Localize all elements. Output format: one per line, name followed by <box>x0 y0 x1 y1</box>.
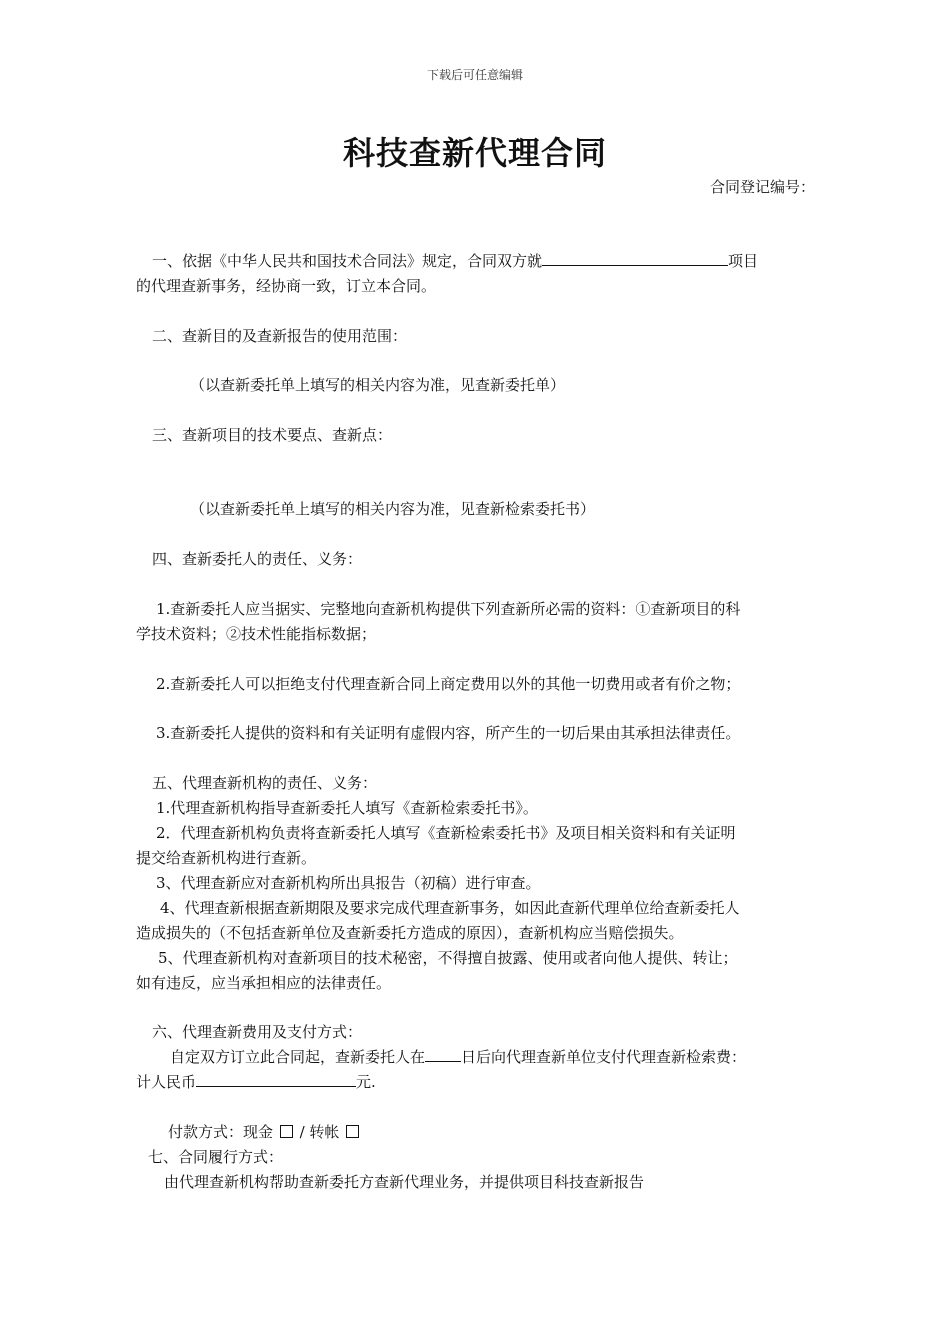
payment-method-label: 付款方式：现金 <box>168 1123 274 1141</box>
section-4-item-1-line-2: 学技术资料；②技术性能指标数据； <box>136 625 377 643</box>
section-6-text-c: 计人民币 <box>136 1073 197 1091</box>
section-3-heading: 三、查新项目的技术要点、查新点： <box>152 426 393 444</box>
section-4-item-3: 3.查新委托人提供的资料和有关证明有虚假内容，所产生的一切后果由其承担法律责任。 <box>156 724 741 742</box>
days-blank[interactable] <box>425 1045 461 1062</box>
section-5-item-5-line-1: 5、代理查新机构对查新项目的技术秘密，不得擅自披露、使用或者向他人提供、转让； <box>158 949 738 967</box>
section-2-heading: 二、查新目的及查新报告的使用范围： <box>152 327 408 345</box>
section-5-heading: 五、代理查新机构的责任、义务： <box>152 774 378 792</box>
section-7-body: 由代理查新机构帮助查新委托方查新代理业务，并提供项目科技查新报告 <box>164 1173 645 1191</box>
section-1-text-a: 一、依据《中华人民共和国技术合同法》规定，合同双方就 <box>152 252 543 270</box>
section-5-item-3: 3、代理查新应对查新机构所出具报告（初稿）进行审查。 <box>156 874 541 892</box>
registration-number-label: 合同登记编号： <box>709 178 815 196</box>
header-note: 下载后可任意编辑 <box>426 68 523 82</box>
section-7-heading: 七、合同履行方式： <box>148 1148 284 1166</box>
cash-checkbox[interactable] <box>280 1125 293 1138</box>
payment-separator: / 转帐 <box>299 1123 340 1141</box>
section-3-note: （以查新委托单上填写的相关内容为准，见查新检索委托书） <box>190 500 596 518</box>
section-2-note: （以查新委托单上填写的相关内容为准，见查新委托单） <box>190 376 566 394</box>
section-1-line-1 <box>152 249 758 274</box>
amount-blank[interactable] <box>196 1070 356 1087</box>
section-4-heading: 四、查新委托人的责任、义务： <box>152 550 363 568</box>
section-5-item-2-line-1: 2．代理查新机构负责将查新委托人填写《查新检索委托书》及项目相关资料和有关证明 <box>156 824 736 842</box>
section-6-heading: 六、代理查新费用及支付方式： <box>152 1023 363 1041</box>
section-5-item-1: 1.代理查新机构指导查新委托人填写《查新检索委托书》。 <box>156 799 538 817</box>
section-6-text-b: 日后向代理查新单位支付代理查新检索费： <box>461 1048 747 1066</box>
page-title: 科技查新代理合同 <box>342 134 607 172</box>
section-5-item-5-line-2: 如有违反，应当承担相应的法律责任。 <box>136 974 392 992</box>
project-name-blank[interactable] <box>542 249 728 266</box>
section-5-item-4-line-1: 4、代理查新根据查新期限及要求完成代理查新事务，如因此查新代理单位给查新委托人 <box>160 899 740 917</box>
section-5-item-2-line-2: 提交给查新机构进行查新。 <box>136 849 317 867</box>
payment-method-line <box>168 1120 361 1145</box>
section-4-item-1-line-1: 1.查新委托人应当据实、完整地向查新机构提供下列查新所必需的资料：①查新项目的科 <box>156 600 741 618</box>
section-6-text-a: 自定双方订立此合同起，查新委托人在 <box>170 1048 426 1066</box>
transfer-checkbox[interactable] <box>346 1125 359 1138</box>
section-1-text-b: 项目 <box>728 252 759 270</box>
section-4-item-2: 2.查新委托人可以拒绝支付代理查新合同上商定费用以外的其他一切费用或者有价之物； <box>156 675 741 693</box>
section-5-item-4-line-2: 造成损失的（不包括查新单位及查新委托方造成的原因），查新机构应当赔偿损失。 <box>136 924 684 942</box>
section-1-line-2: 的代理查新事务，经协商一致，订立本合同。 <box>136 277 437 295</box>
section-6-line-1 <box>170 1045 746 1070</box>
section-6-line-2 <box>136 1070 376 1095</box>
section-6-text-d: 元. <box>356 1073 376 1091</box>
